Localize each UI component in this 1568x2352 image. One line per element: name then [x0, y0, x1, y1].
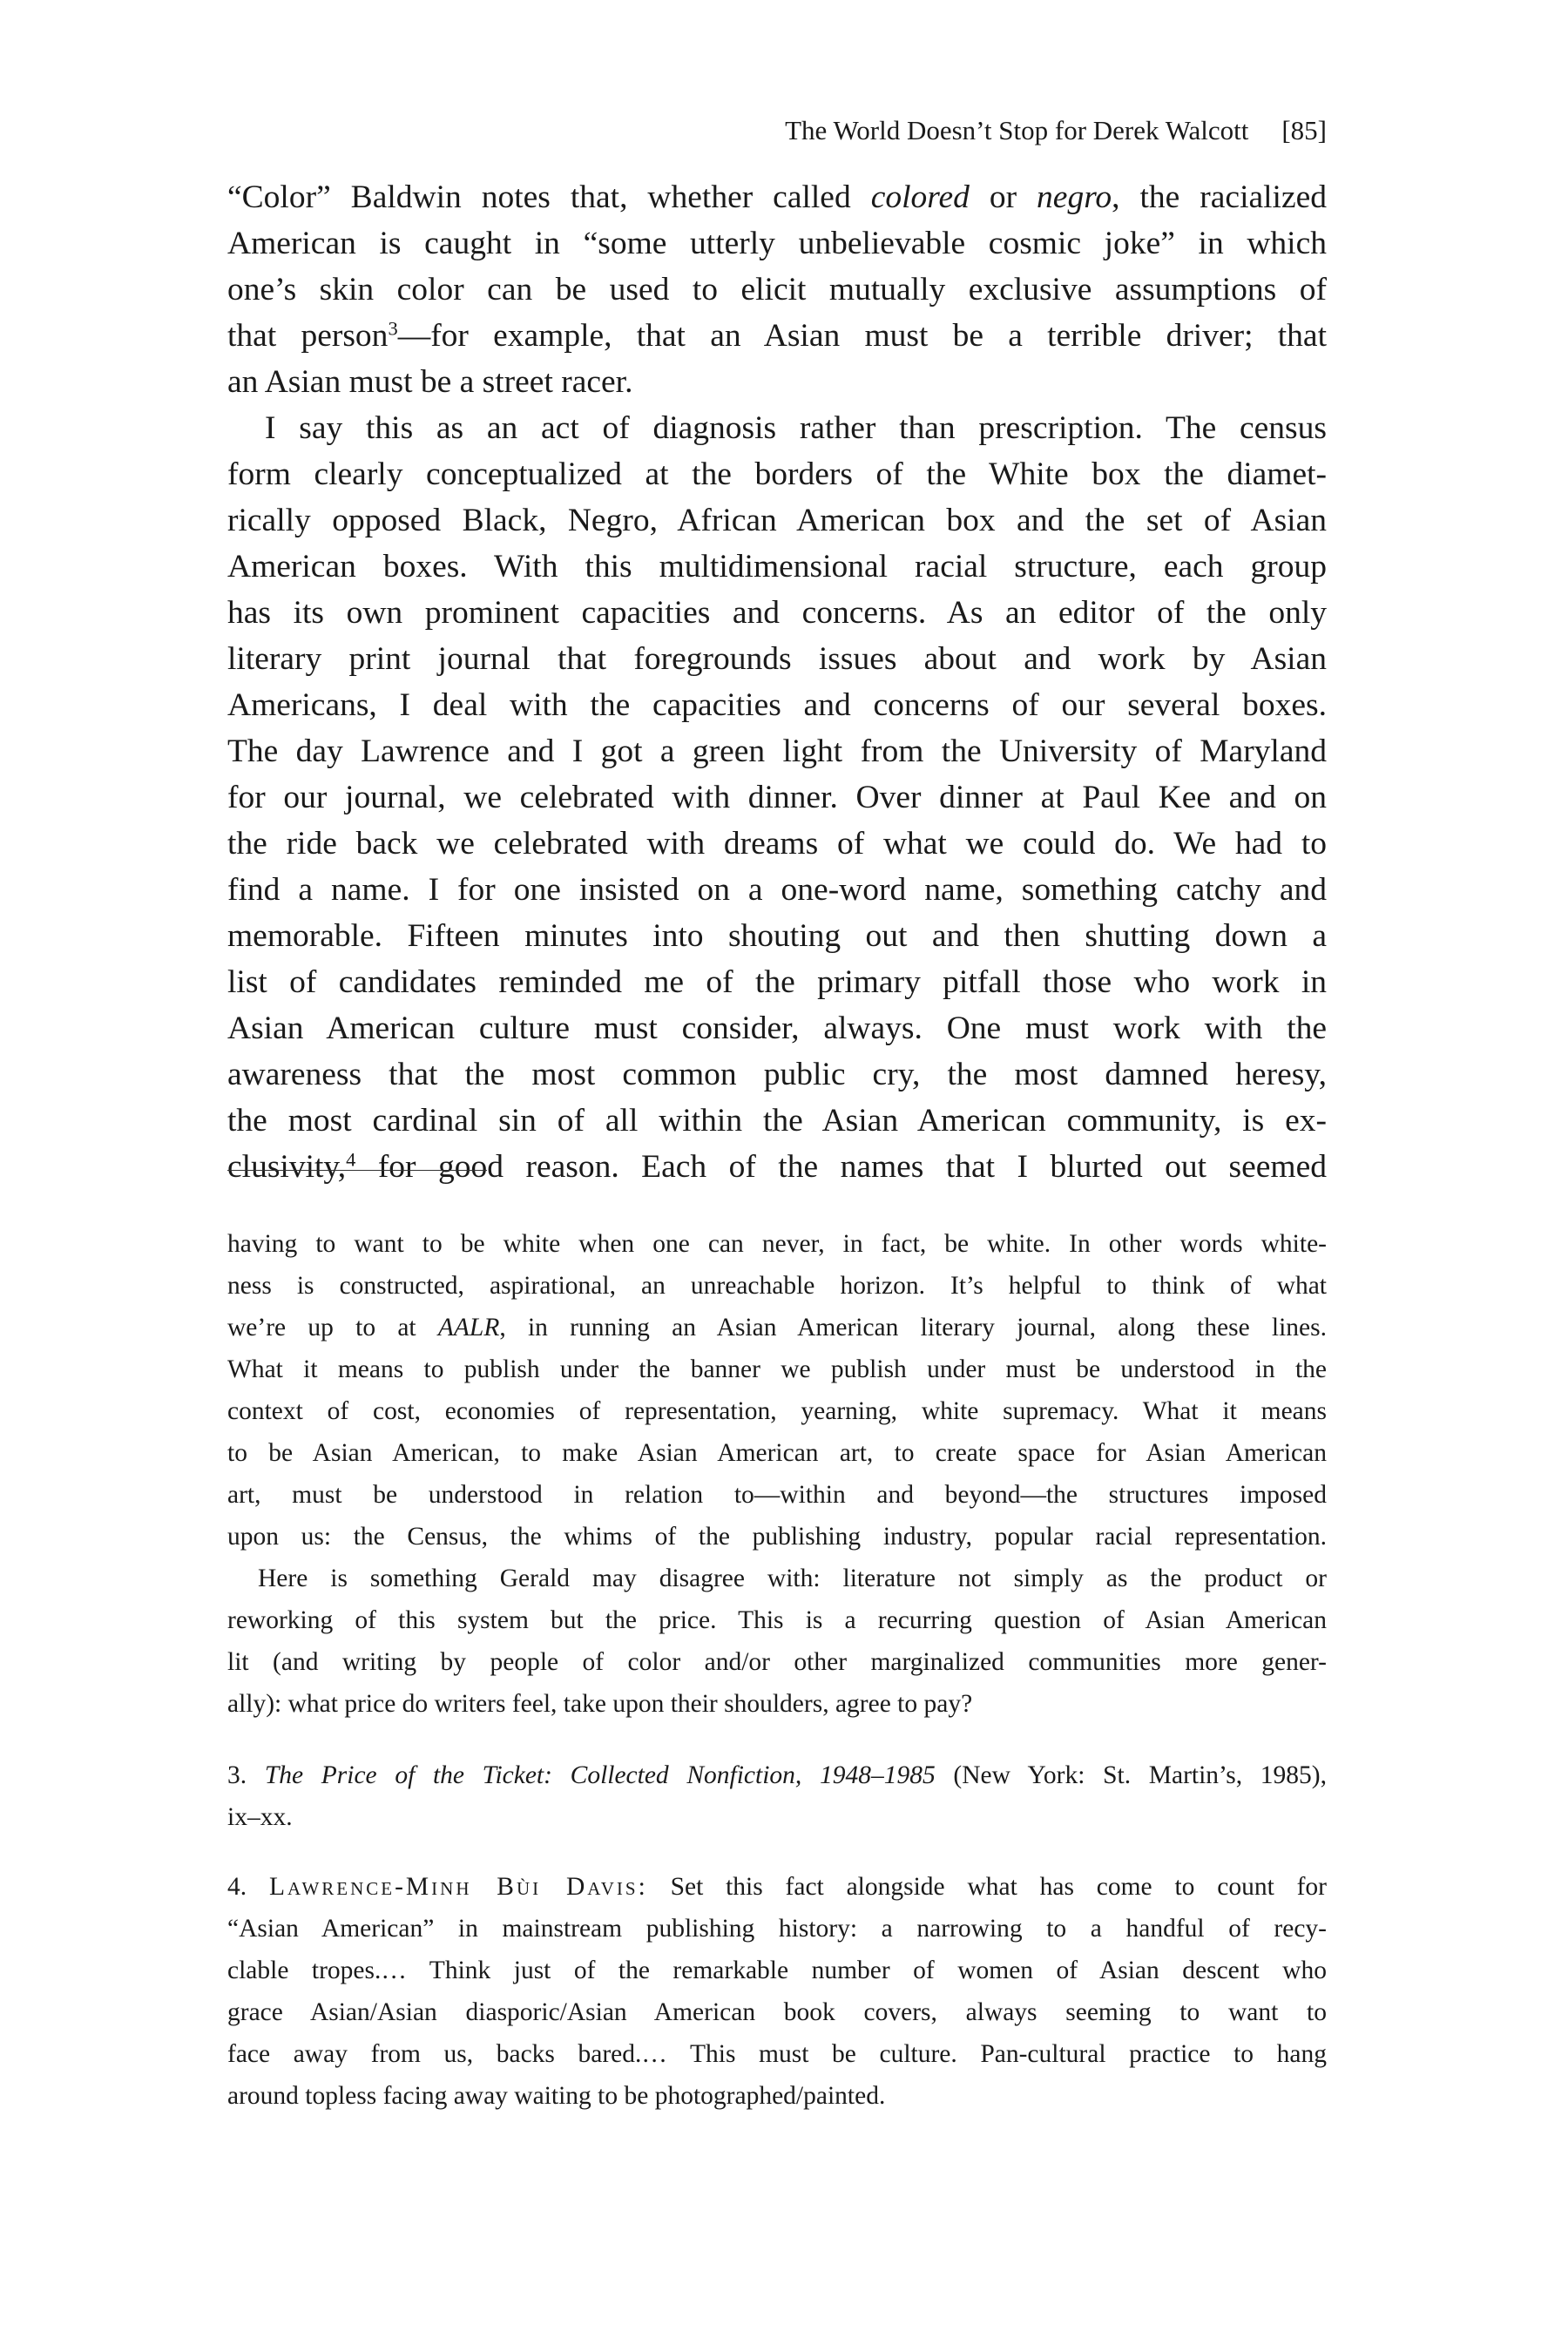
footnote-rule — [227, 1170, 487, 1171]
body-line: American is caught in “some utterly unbelievable cosmic joke” in which — [227, 226, 1327, 261]
footnote-line: context of cost, economies of representation, yearning, white supremacy. What it means — [227, 1397, 1327, 1425]
footnote-line: lit (and writing by people of color and/or other marginalized communities more gener- — [227, 1648, 1327, 1676]
page-number: [85] — [1281, 115, 1327, 145]
body-line: has its own prominent capacities and concerns. As an editor of the only — [227, 595, 1327, 631]
body-line: for our journal, we celebrated with dinner. Over dinner at Paul Kee and on — [227, 780, 1327, 815]
body-line: I say this as an act of diagnosis rather than prescription. The census — [265, 410, 1327, 446]
footnote-4-author: Lawrence-Minh Bùi Davis: — [268, 1873, 648, 1901]
footnote-3: 3. The Price of the Ticket: Collected Nonfiction, 1948–1985 (New York: St. Martin’s, 1985), — [227, 1761, 1327, 1789]
footnote-line: having to want to be white when one can never, in fact, be white. In other words white- — [227, 1230, 1327, 1258]
running-head — [227, 112, 1327, 150]
footnote-line: art, must be understood in relation to—within and beyond—the structures imposed — [227, 1481, 1327, 1509]
footnote-line: ness is constructed, aspirational, an unreachable horizon. It’s helpful to think of what — [227, 1272, 1327, 1300]
footnote-ref-3[interactable]: 3 — [388, 317, 398, 340]
footnote-ref-4[interactable]: 4 — [346, 1148, 356, 1171]
footnote-line: grace Asian/Asian diasporic/Asian American book covers, always seeming to want to — [227, 1998, 1327, 2026]
running-head-title: The World Doesn’t Stop for Derek Walcott — [785, 115, 1249, 145]
footnote-line: Here is something Gerald may disagree with: literature not simply as the product or — [258, 1565, 1327, 1592]
footnote-line: “Asian American” in mainstream publishing history: a narrowing to a handful of recy- — [227, 1915, 1327, 1943]
footnote-3-title: The Price of the Ticket: Collected Nonfiction, 1948–1985 — [264, 1761, 936, 1789]
footnote-line: reworking of this system but the price. This is a recurring question of Asian American — [227, 1606, 1327, 1634]
body-line: list of candidates reminded me of the primary pitfall those who work in — [227, 964, 1327, 1000]
footnote-line: ally): what price do writers feel, take upon their shoulders, agree to pay? — [227, 1690, 973, 1718]
body-line: that person$^3$—for example, that an Asian must be a terrible driver; that — [227, 317, 1327, 354]
footnote-3-number: 3. — [227, 1761, 247, 1789]
body-line: American boxes. With this multidimensional racial structure, each group — [227, 549, 1327, 585]
footnote-line: around topless facing away waiting to be photographed/painted. — [227, 2082, 886, 2110]
body-line: form clearly conceptualized at the borders of the White box the diamet- — [227, 456, 1327, 492]
body-line: memorable. Fifteen minutes into shouting out and then shutting down a — [227, 918, 1327, 954]
footnote-line: we’re up to at AALR, in running an Asian American literary journal, along these lines. — [227, 1314, 1327, 1342]
body-line: Asian American culture must consider, always. One must work with the — [227, 1010, 1327, 1046]
body-line: rically opposed Black, Negro, African American box and the set of Asian — [227, 503, 1327, 538]
footnote-line: to be Asian American, to make Asian American art, to create space for Asian American — [227, 1439, 1327, 1467]
body-line: the most cardinal sin of all within the Asian American community, is ex- — [227, 1103, 1327, 1139]
footnote-4-number: 4. — [227, 1873, 247, 1901]
footnote-line: upon us: the Census, the whims of the publishing industry, popular racial representation. — [227, 1523, 1327, 1551]
footnote-line: What it means to publish under the banner we publish under must be understood in the — [227, 1355, 1327, 1383]
body-line: awareness that the most common public cry, the most damned heresy, — [227, 1057, 1327, 1092]
body-line: clusivity,$^4$ for good reason. Each of the names that I blurted out seemed — [227, 1148, 1327, 1185]
footnote-3-line2: ix–xx. — [227, 1803, 293, 1831]
body-line: find a name. I for one insisted on a one-word name, something catchy and — [227, 872, 1327, 908]
body-line: an Asian must be a street racer. — [227, 364, 633, 400]
footnote-4: 4. Lawrence-Minh Bùi Davis: Set this fact alongside what has come to count for — [227, 1873, 1327, 1901]
body-line: the ride back we celebrated with dreams of what we could do. We had to — [227, 826, 1327, 862]
body-line: The day Lawrence and I got a green light from the University of Maryland — [227, 733, 1327, 769]
footnote-line: clable tropes.… Think just of the remarkable number of women of Asian descent who — [227, 1957, 1327, 1984]
body-line: Americans, I deal with the capacities and concerns of our several boxes. — [227, 687, 1327, 723]
footnote-line: face away from us, backs bared.… This must be culture. Pan-cultural practice to hang — [227, 2040, 1327, 2068]
body-line: literary print journal that foregrounds issues about and work by Asian — [227, 641, 1327, 677]
body-line: “Color” Baldwin notes that, whether called colored or negro, the racialized — [227, 179, 1328, 215]
body-line: one’s skin color can be used to elicit mutually exclusive assumptions of — [227, 272, 1327, 308]
